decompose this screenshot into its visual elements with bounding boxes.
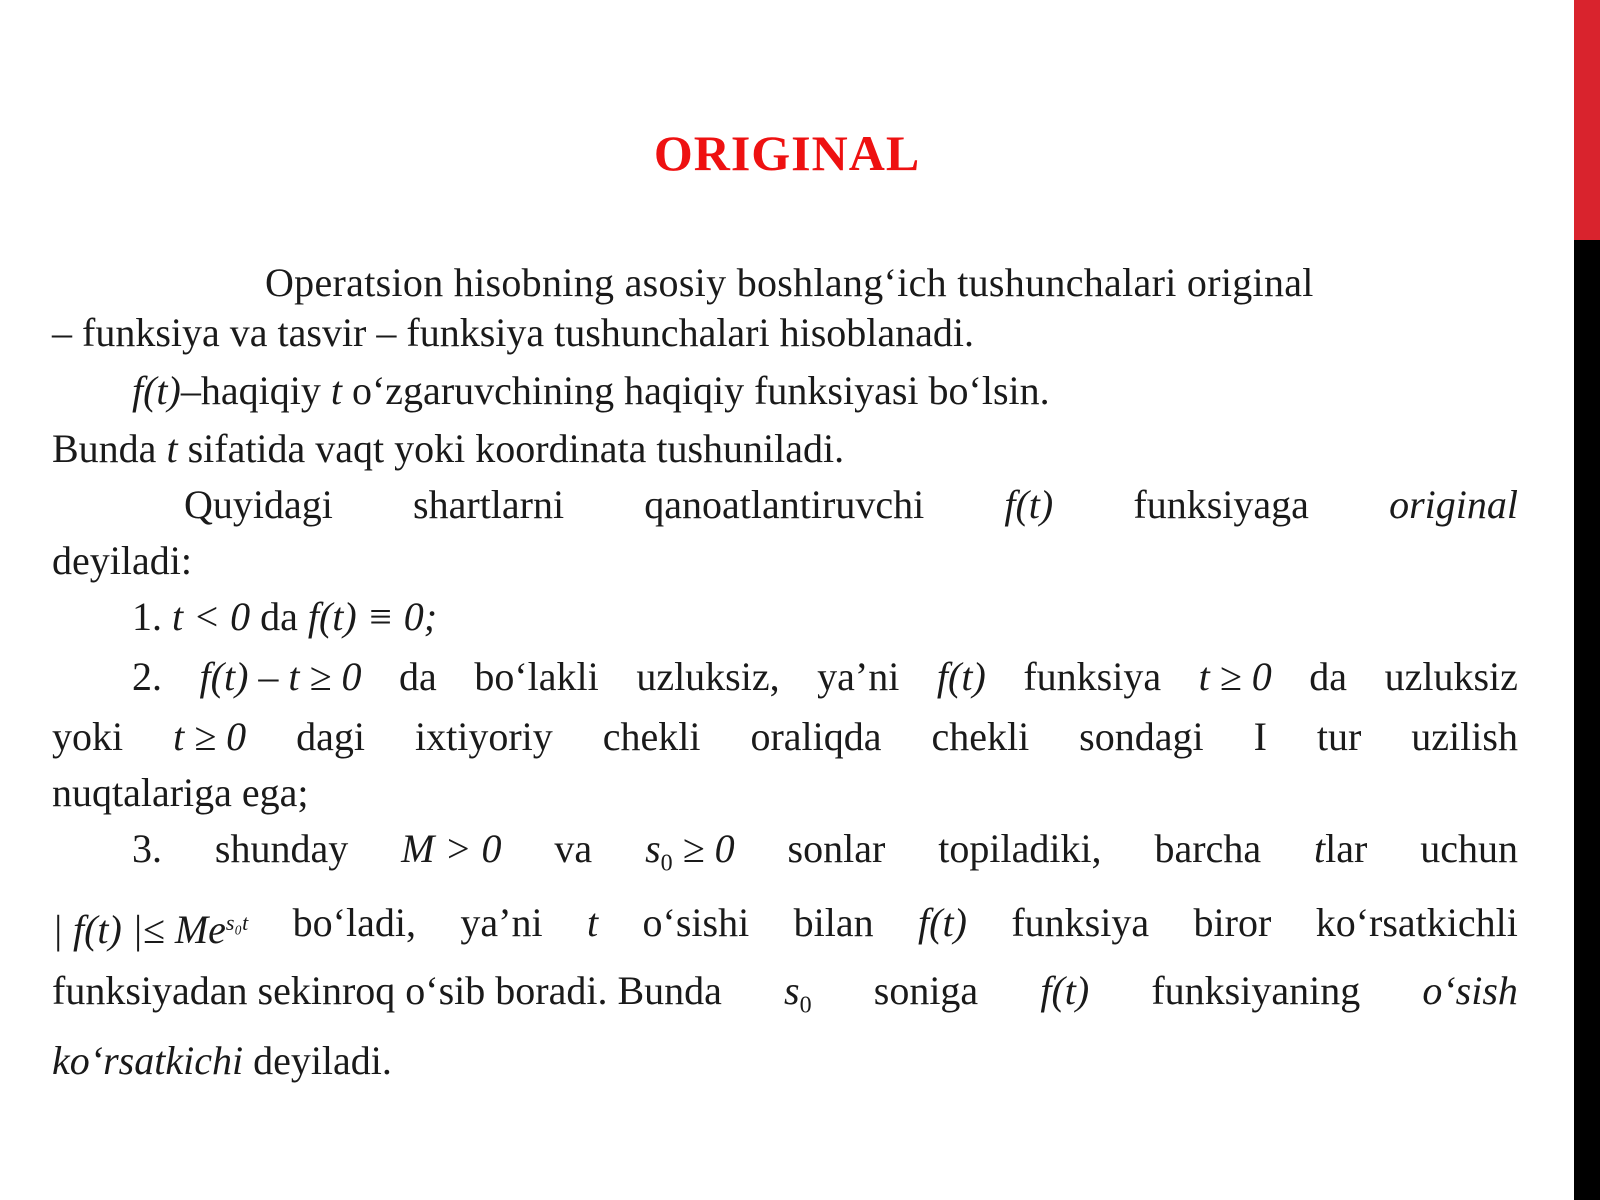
word: bo‘ladi, <box>292 900 416 946</box>
t-lar <box>1314 821 1367 891</box>
condition-1 <box>52 589 1518 645</box>
condition-3-line2 <box>52 895 1518 958</box>
word: Quyidagi <box>184 482 333 527</box>
side-accent-bar-black <box>1574 240 1600 1200</box>
math-s: s <box>784 967 800 1013</box>
p2-rest: o‘zgaruvchining haqiqiy funksiyasi bo‘lsin. <box>351 368 1050 413</box>
math-t: t <box>1314 826 1326 871</box>
paragraph-4-line1 <box>52 477 1518 533</box>
word: topiladiki, <box>938 826 1102 871</box>
word: sondagi <box>1079 714 1204 759</box>
dash: – <box>180 368 201 413</box>
word: shunday <box>214 826 349 871</box>
word: biror <box>1193 900 1272 946</box>
math-M-gt-0: M > 0 <box>401 826 502 871</box>
word: deyiladi: <box>52 538 192 583</box>
p1-line1: Operatsion hisobning asosiy boshlang‘ich tushunchalari original <box>265 260 1314 305</box>
condition-3-line1 <box>52 821 1518 891</box>
word: qanoatlantiruvchi <box>644 482 925 527</box>
math-t-ge-0: t ≥ 0 <box>1198 654 1272 699</box>
math-f-of-t: f(t) <box>918 900 967 946</box>
math-f-t-ge-0: f(t) – t ≥ 0 <box>199 654 362 699</box>
slide-body <box>52 255 1518 1089</box>
math-exponent: s₀t <box>225 910 249 936</box>
p1-line2-wrap <box>52 305 1518 361</box>
word: I <box>1253 714 1267 759</box>
word: soniga <box>873 967 979 1013</box>
math-subscript: 0 <box>660 850 673 877</box>
math-f-identically-0: f(t) ≡ 0; <box>307 594 438 639</box>
word: uzluksiz, <box>636 654 780 699</box>
word: shartlarni <box>413 482 565 527</box>
word: o‘sishi <box>642 900 750 946</box>
word: funksiyaning <box>1151 967 1361 1013</box>
word: oraliqda <box>750 714 882 759</box>
math-f-of-t: f(t) <box>132 368 181 413</box>
condition-2-line2 <box>52 709 1518 765</box>
word: bilan <box>793 900 874 946</box>
word: da <box>399 654 437 699</box>
condition-number: 2. <box>132 654 162 699</box>
word: funksiyadan sekinroq o‘sib boradi. Bunda <box>52 967 722 1013</box>
math-s0-ge-0 <box>645 821 735 891</box>
condition-2-line1 <box>52 649 1518 705</box>
math-abs-f-le-Me <box>52 895 248 958</box>
condition-number: 1. <box>132 594 162 639</box>
word: barcha <box>1154 826 1262 871</box>
side-accent-bar-red <box>1574 0 1600 240</box>
word: deyiladi. <box>253 1037 392 1083</box>
word: nuqtalariga ega; <box>52 770 309 815</box>
math-t-ge-0: t ≥ 0 <box>173 714 247 759</box>
p2-word: haqiqiy <box>200 368 321 413</box>
word: sonlar <box>787 826 886 871</box>
word: uzluksiz <box>1384 654 1518 699</box>
slide-title: ORIGINAL <box>653 125 921 181</box>
paragraph-4-line2 <box>52 533 1518 589</box>
condition-number: 3. <box>132 826 162 871</box>
math-f-of-t: f(t) <box>936 654 986 699</box>
word: funksiyaga <box>1133 482 1309 527</box>
word: uzilish <box>1411 714 1518 759</box>
paragraph-3 <box>52 421 1518 477</box>
word: dagi <box>296 714 366 759</box>
word: ya’ni <box>460 900 543 946</box>
term-korsatkichi: ko‘rsatkichi <box>52 1037 244 1083</box>
math-t: t <box>586 900 599 946</box>
word: ya’ni <box>817 654 900 699</box>
math-t: t <box>166 426 178 471</box>
math-s: s <box>645 826 661 871</box>
word: bo‘lakli <box>474 654 599 699</box>
word: tur <box>1316 714 1362 759</box>
word: da <box>260 594 298 639</box>
word: uchun <box>1420 826 1518 871</box>
word: ixtiyoriy <box>414 714 553 759</box>
word: yoki <box>52 714 124 759</box>
word: funksiya <box>1011 900 1150 946</box>
condition-3-line3 <box>52 963 1518 1033</box>
math-t: t <box>330 368 342 413</box>
p3-word: Bunda <box>52 426 157 471</box>
math-f-of-t: f(t) <box>1040 967 1090 1013</box>
word: lar <box>1325 826 1368 871</box>
math-t-lt-0: t < 0 <box>172 594 251 639</box>
paragraph-2 <box>52 363 1518 419</box>
word: funksiya <box>1023 654 1162 699</box>
term-original: original <box>1389 482 1518 527</box>
word: ko‘rsatkichli <box>1315 900 1518 946</box>
math-inequality: | f(t) |≤ Me <box>52 907 226 953</box>
math-ge-0: ≥ 0 <box>682 826 735 871</box>
math-s0 <box>784 963 812 1033</box>
math-subscript: 0 <box>799 991 812 1018</box>
word: chekli <box>602 714 701 759</box>
condition-3-line4 <box>52 1033 1518 1089</box>
paragraph-1 <box>52 255 1518 311</box>
term-osish: o‘sish <box>1422 967 1518 1013</box>
condition-2-line3 <box>52 765 1518 821</box>
word: va <box>554 826 593 871</box>
word: da <box>1309 654 1348 699</box>
p1-line2: – funksiya va tasvir – funksiya tushunchalari hisoblanadi. <box>52 310 975 355</box>
p3-rest: sifatida vaqt yoki koordinata tushuniladi. <box>187 426 845 471</box>
math-f-of-t: f(t) <box>1004 482 1054 527</box>
word: chekli <box>931 714 1030 759</box>
